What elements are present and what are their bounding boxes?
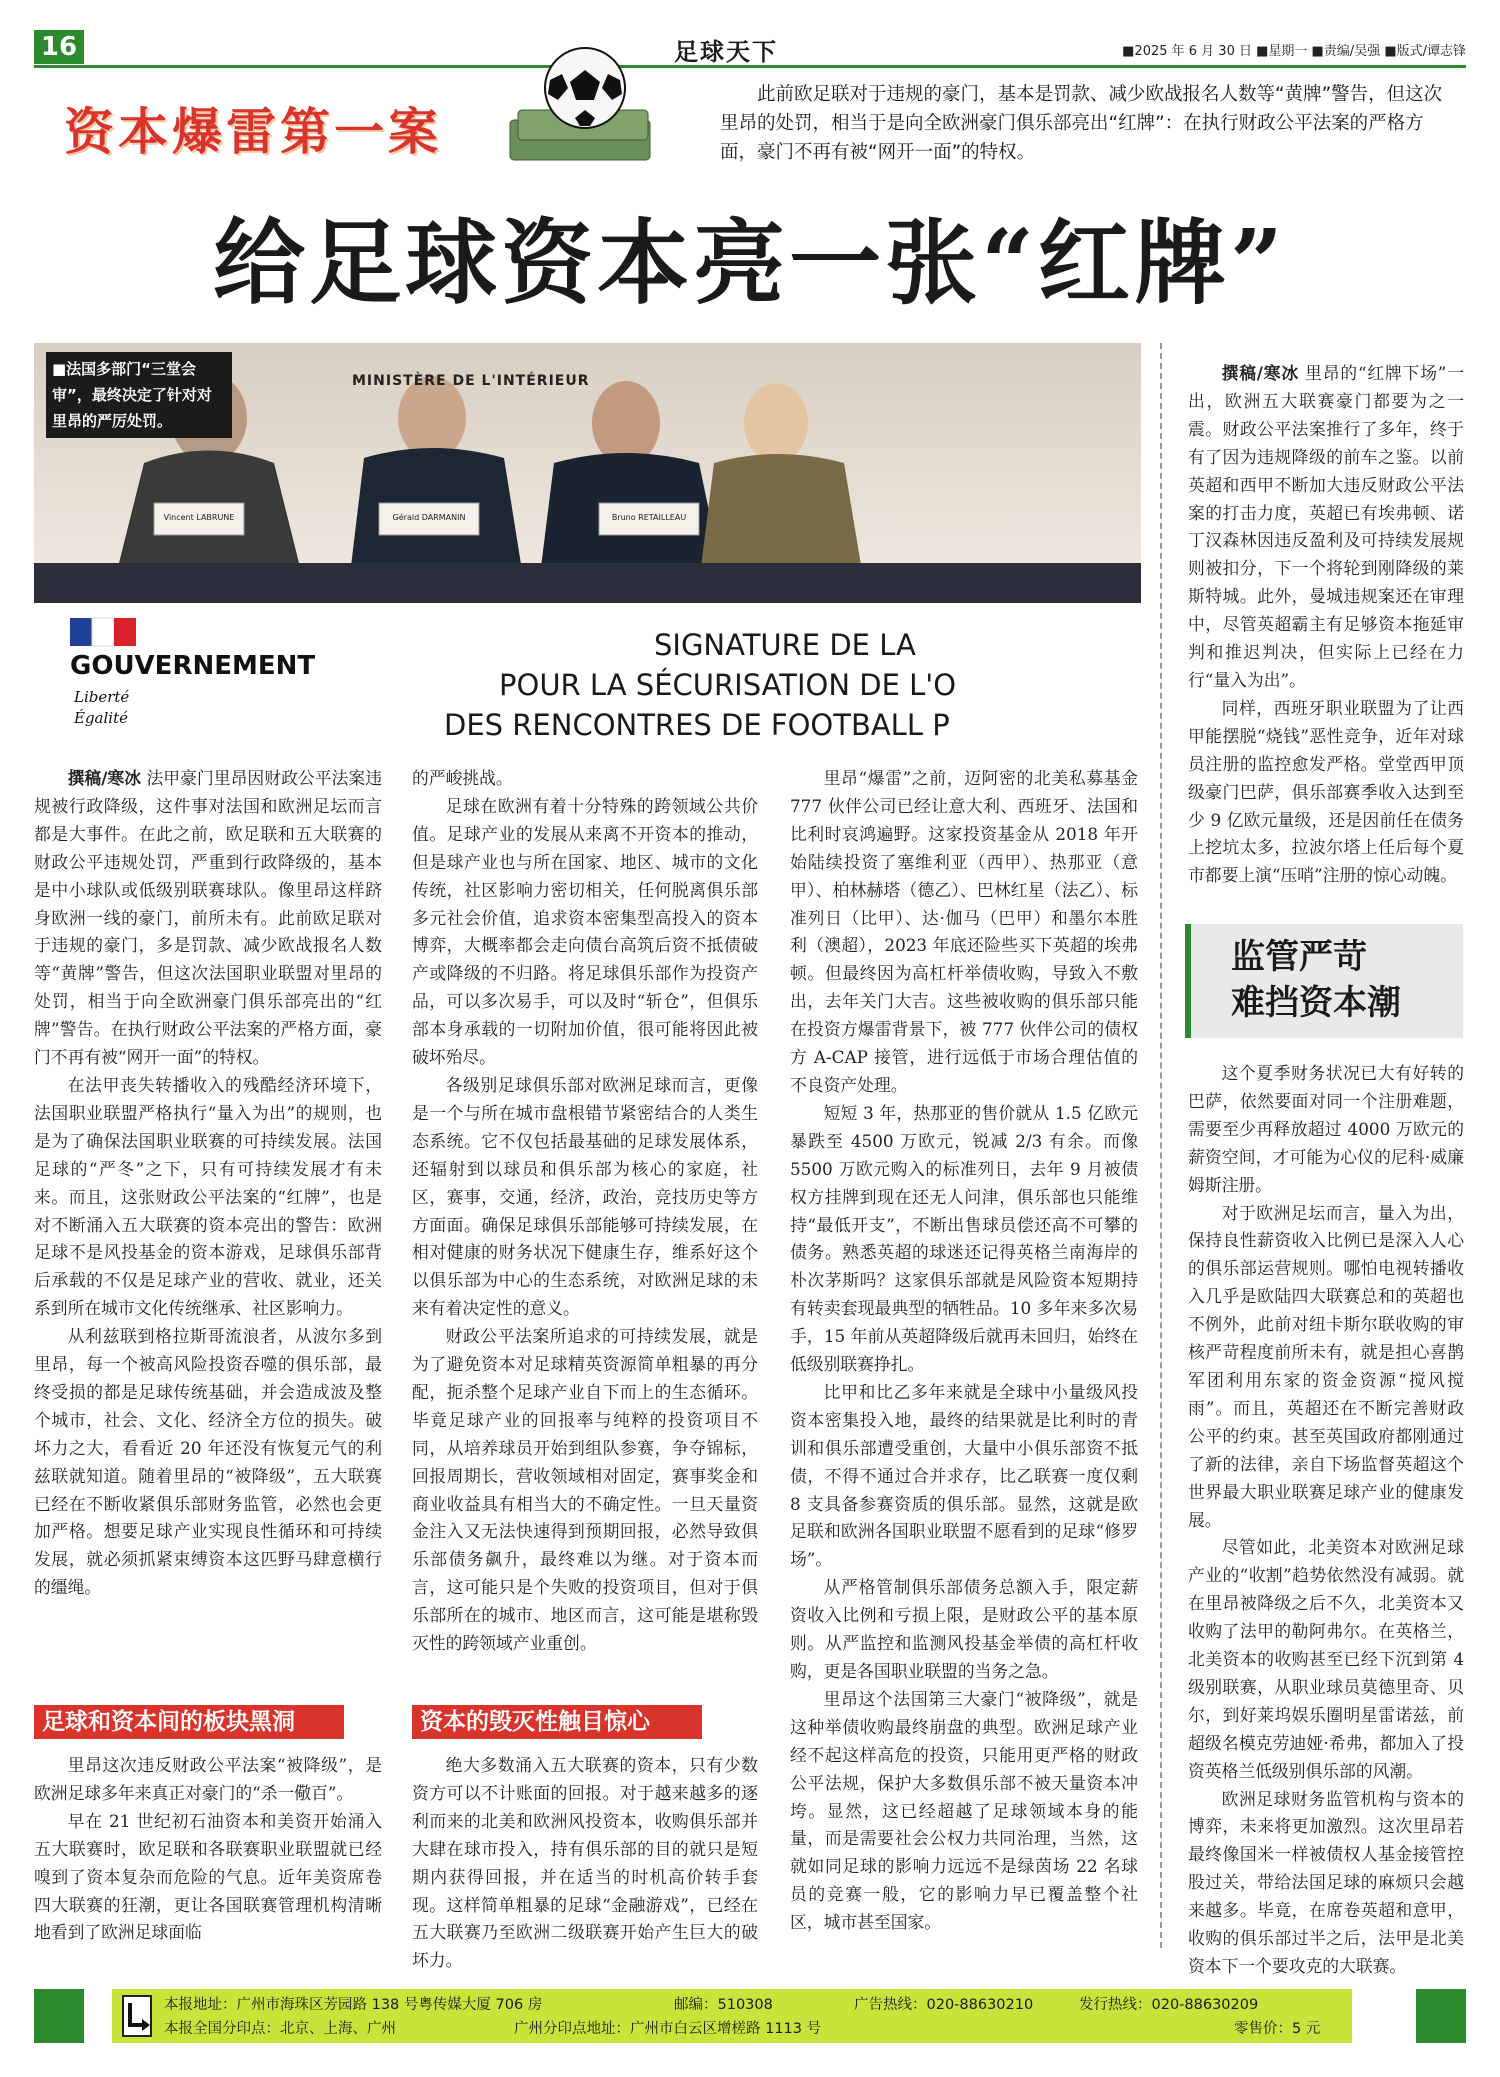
footer-price bbox=[1234, 2017, 1320, 2038]
nameplate-2: Gérald DARMANIN bbox=[392, 513, 466, 522]
col2-para-3: 财政公平法案所追求的可持续发展，就是为了避免资本对足球精英资源简单粗暴的再分配，扼杀整个足球产业自下而上的生态循环。毕竟足球产业的回报率与纯粹的投资项目不同，从培养球员开始到组队参赛，争夺锦标，回报周期长，营收领域相对固定，赛事奖金和商业收益具有相当大的不确定性。一旦天量资金注入又无法快速得到预期回报，必然导致俱乐部债务飙升，最终难以为继。对于资本而言，这可能只是个失败的投资项目，但对于俱乐部所在的城市、地区而言，这可能是堪称毁灭性的跨领域产业重创。 bbox=[412, 1326, 758, 1654]
sidebar-divider bbox=[1160, 343, 1162, 1948]
col1-text-1: 法甲豪门里昂因财政公平法案违规被行政降级，这件事对法国和欧洲足坛而言都是大事件。在此之前，欧足联和五大联赛的财政公平违规处罚，严重到行政降级的，基本是中小球队或低级别联赛球队。像里昂这样跻身欧洲一线的豪门，前所未有。此前欧足联对于违规的豪门，多是罚款、减少欧战报名人数等“黄牌”警告，但这次法国职业联盟对里昂的处罚，相当于向全欧洲豪门俱乐部亮出的“红牌”警告。在执行财政公平法案的严格方面，豪门不再有被“网开一面”的特权。 bbox=[34, 768, 382, 1068]
col3-para-1: 里昂“爆雷”之前，迈阿密的北美私募基金 777 伙伴公司已经让意大利、西班牙、法国和比利时哀鸿遍野。这家投资基金从 2018 年开始陆续投资了塞维利亚（西甲）、热那亚（意甲）、柏林赫塔（德乙）、巴林红星（法乙）、标准列日（比甲）、达·伽马（巴甲）和墨尔本胜利（澳超），2023 年底还险些买下英超的埃弗顿。但最终因为高杠杆举债收购，导致入不敷出，去年关门大吉。这些被收购的俱乐部只能在投资方爆雷背景下，被 777 伙伴公司的债权方 A-CAP 接管，进行远低于市场合理估值的不良资产处理。 bbox=[790, 768, 1138, 1095]
subhead-1: 足球和资本间的板块黑洞 bbox=[34, 1705, 344, 1739]
col4-para-2: 同样，西班牙职业联盟为了让西甲能摆脱“烧钱”恶性竞争，近年对球员注册的监控愈发严格。堂堂西甲顶级豪门巴萨，俱乐部赛季收入达到至少 9 亿欧元量级，还是因前任在债务上挖坑太多，拉波尔塔上任后每个夏市都要上演“压哨”注册的惊心动魄。 bbox=[1188, 697, 1464, 886]
column-1b bbox=[34, 1752, 382, 1947]
subhead-2: 资本的毁灭性触目惊心 bbox=[412, 1705, 702, 1739]
footer-postcode bbox=[674, 1993, 773, 2014]
col4-para-6: 欧洲足球财务监管机构与资本的博弈，未来将更加激烈。这次里昂若最终像国米一样被债权人基金接管控股过关，带给法国足球的麻烦只会越来越多。毕竟，在席卷英超和意甲，收购的俱乐部过半之后，法甲是北美资本下一个要攻克的大联赛。 bbox=[1188, 1788, 1464, 1976]
col2-para-0: 的严峻挑战。 bbox=[412, 768, 513, 788]
footer-ad-hotline bbox=[854, 1993, 1033, 2014]
sidebar-subhead-line-2: 难挡资本潮 bbox=[1231, 983, 1401, 1023]
footer-gz-address bbox=[514, 2017, 821, 2038]
banner-line-2: POUR LA SÉCURISATION DE L'O bbox=[499, 668, 957, 702]
ministry-sign: MINISTÈRE DE L'INTÉRIEUR bbox=[352, 373, 590, 389]
col1-para-1 bbox=[34, 765, 382, 1072]
banner-line-3: DES RENCONTRES DE FOOTBALL P bbox=[444, 708, 950, 742]
nameplate-3: Bruno RETAILLEAU bbox=[611, 513, 687, 522]
nameplate-1: Vincent LABRUNE bbox=[163, 513, 235, 522]
ad-hotline: 020-88630210 bbox=[926, 1997, 1034, 2013]
col3-para-4: 从严格管制俱乐部债务总额入手，限定薪资收入比例和亏损上限，是财政公平的基本原则。从严监控和监测风投基金举债的高杠杆收购，更是各国职业联盟的当务之急。 bbox=[790, 1577, 1138, 1681]
gz-address: 广州市白云区增槎路 1113 号 bbox=[630, 2021, 822, 2037]
print-sites: 北京、上海、广州 bbox=[280, 2021, 396, 2037]
col2-para-1: 足球在欧洲有着十分特殊的跨领域公共价值。足球产业的发展从来离不开资本的推动，但是球产业也与所在国家、地区、城市的文化传统，社区影响力密切相关，任何脱离俱乐部多元社会价值，追求资本密集型高投入的资本博弈，大概率都会走向债台高筑后资不抵债破产或降级的不归路。将足球俱乐部作为投资产品，可以多次易手，可以及时“斩仓”，但俱乐部本身承载的一切附加价值，很可能将因此被破坏殆尽。 bbox=[412, 795, 758, 1068]
col3-para-2: 短短 3 年，热那亚的售价就从 1.5 亿欧元暴跌至 4500 万欧元，锐减 2/3 有余。而像 5500 万欧元购入的标准列日，去年 9 月被债权方挂牌到现在还无人问津，俱乐部也只能维持“最低开支”，不断出售球员偿还高不可攀的债务。熟悉英超的球迷还记得英格兰南海岸的朴次茅斯吗？这家俱乐部就是风险资本短期持有转卖套现最典型的牺牲品。10 多年来多次易手，15 年前从英超降级后就再未回归，始终在低级别联赛挣扎。 bbox=[790, 1102, 1138, 1375]
col1-para-5: 早在 21 世纪初石油资本和美资开始涌入五大联赛时，欧足联和各联赛职业联盟就已经嗅到了资本复杂而危险的气息。近年美资席卷四大联赛的狂潮，更让各国联赛管理机构清晰地看到了欧洲足球面临 bbox=[34, 1810, 382, 1943]
column-1 bbox=[34, 765, 382, 1602]
column-3 bbox=[790, 765, 1138, 1937]
page-footer bbox=[34, 1981, 1466, 2043]
col4-para-5: 尽管如此，北美资本对欧洲足球产业的“收割”趋势依然没有减弱。就在里昂被降级之后不久，北美资本又收购了法甲的勒阿弗尔。在英格兰，北美资本的收购甚至已经下沉到第 4 级别联赛，从职业球员莫德里奇、贝尔，到好莱坞娱乐圈明星雷诺兹，前超级名模克劳迪娅·希弗，都加入了投资英格兰低级别俱乐部的风潮。 bbox=[1188, 1537, 1464, 1781]
col4-para-1 bbox=[1188, 360, 1464, 695]
photo-caption: ■法国多部门“三堂会审”，最终决定了针对对里昂的严厉处罚。 bbox=[46, 352, 232, 438]
column-4 bbox=[1188, 360, 1464, 890]
column-2b bbox=[412, 1752, 758, 1975]
col4-para-3: 这个夏季财务状况已大有好转的巴萨，依然要面对同一个注册难题，需要至少再释放超过 4000 万欧元的薪资空间，才可能为心仪的尼科·威廉姆斯注册。 bbox=[1188, 1063, 1464, 1195]
sidebar-subhead-line-1: 监管严苛 bbox=[1231, 937, 1367, 977]
col4-para-4: 对于欧洲足坛而言，量入为出，保持良性薪资收入比例已是深入人心的俱乐部运营规则。哪怕电视转播收入几乎是欧陆四大联赛总和的英超也不例外，此前对纽卡斯尔联收购的审核严苛程度前所未有，就是担心喜鹊军团利用东家的资金资源“搅风搅雨”。而且，英超还在不断完善财政公平的约束。甚至英国政府都刚通过了新的法律，亲自下场监督英超这个世界最大职业联赛足球产业的健康发展。 bbox=[1188, 1202, 1464, 1530]
byline-2: 撰稿/寒冰 bbox=[1221, 363, 1299, 383]
phone-icon bbox=[122, 1995, 152, 2037]
gov-label: GOUVERNEMENT bbox=[70, 651, 316, 681]
lead-paragraph: 此前欧足联对于违规的豪门，基本是罚款、减少欧战报名人数等“黄牌”警告，但这次里昂的处罚，相当于是向全欧洲豪门俱乐部亮出“红牌”：在执行财政公平法案的严格方面，豪门不再有被“网开一面”的特权。 bbox=[720, 84, 1443, 163]
col2-para-2: 各级别足球俱乐部对欧洲足球而言，更像是一个与所在城市盘根错节紧密结合的人类生态系统。它不仅包括最基础的足球发展体系，还辐射到以球员和俱乐部为核心的家庭，社区，赛事，交通，经济，政治，竞技历史等方方面面。确保足球俱乐部能够可持续发展，在相对健康的财务状况下健康生存，维系好这个以俱乐部为中心的生态系统，对欧洲足球的未来有着决定性的意义。 bbox=[412, 1074, 758, 1319]
address: 广州市海珠区芳园路 138 号粤传媒大厦 706 房 bbox=[236, 1997, 543, 2013]
gov-motto-2: Égalité bbox=[74, 709, 128, 727]
dist-hotline-label: 发行热线： bbox=[1079, 1997, 1152, 2013]
ad-hotline-label: 广告热线： bbox=[854, 1997, 927, 2013]
col1-para-2: 在法甲丧失转播收入的残酷经济环境下，法国职业联盟严格执行“量入为出”的规则，也是为了确保法国职业联赛的可持续发展。法国足球的“严冬”之下，只有可持续发展才有未来。而且，这张财政公平法案的“红牌”，也是对不断涌入五大联赛的资本亮出的警告：欧洲足球不是风投基金的资本游戏，足球俱乐部背后承载的不仅是足球产业的营收、就业，还关系到所在城市文化传统继承、社区影响力。 bbox=[34, 1074, 382, 1319]
postcode: 510308 bbox=[717, 1997, 773, 2013]
footer-dist-hotline bbox=[1079, 1993, 1258, 2014]
postcode-label: 邮编： bbox=[674, 1997, 718, 2013]
banner-line-1: SIGNATURE DE LA bbox=[654, 628, 916, 662]
football-money-icon bbox=[490, 40, 660, 170]
page-header bbox=[34, 30, 1466, 68]
col4-text-1: 里昂的“红牌下场”一出，欧洲五大联赛豪门都要为之一震。财政公平法案推行了多年，终于有了因为违规降级的前车之鉴。以前英超和西甲不断加大违反财政公平法案的打击力度，英超已有埃弗顿、诺丁汉森林因违反盈利及可持续发展规则被扣分，下一个将轮到刚降级的莱斯特城。此外，曼城违规案还在审理中，尽管英超霸主有足够资本拖延审判和推迟判决，但实际上已经在力行“量入为出”。 bbox=[1188, 363, 1464, 690]
col3-para-3: 比甲和比乙多年来就是全球中小量级风投资本密集投入地，最终的结果就是比利时的青训和俱乐部遭受重创，大量中小俱乐部资不抵债，不得不通过合并求存，比乙联赛一度仅剩 8 支具备参赛资质的俱乐部。显然，这就是欧足联和欧洲各国职业联盟不愿看到的足球“修罗场”。 bbox=[790, 1381, 1138, 1570]
section-title: 足球天下 bbox=[674, 38, 778, 66]
gov-motto-1: Liberté bbox=[74, 688, 130, 706]
col1-para-4: 里昂这次违反财政公平法案“被降级”，是欧洲足球多年来真正对豪门的“杀一儆百”。 bbox=[34, 1755, 382, 1803]
price-label: 零售价： bbox=[1234, 2021, 1292, 2037]
header-meta: ■2025 年 6 月 30 日 ■星期一 ■责编/吴强 ■版式/谭志锋 bbox=[1122, 44, 1466, 59]
print-label: 本报全国分印点： bbox=[164, 2021, 280, 2037]
byline: 撰稿/寒冰 bbox=[67, 768, 142, 788]
dist-hotline: 020-88630209 bbox=[1151, 1997, 1259, 2013]
footer-green-block-right bbox=[1416, 1989, 1466, 2043]
footer-line-1 bbox=[164, 1993, 542, 2014]
col1-para-3: 从利兹联到格拉斯哥流浪者，从波尔多到里昂，每一个被高风险投资吞噬的俱乐部，最终受损的都是足球传统基础，并会造成波及整个城市，社会、文化、经济全方位的损失。破坏力之大，看看近 20 年还没有恢复元气的利兹联就知道。随着里昂的“被降级”，五大联赛已经在不断收紧俱乐部财务监管，必然也会更加严格。想要足球产业实现良性循环和可持续发展，就必须抓紧束缚资本这匹野马肆意横行的缰绳。 bbox=[34, 1326, 382, 1598]
col2-para-4: 绝大多数涌入五大联赛的资本，只有少数资方可以不计账面的回报。对于越来越多的逐利而来的北美和欧洲风投资本，收购俱乐部并大肆在球市投入，持有俱乐部的目的就只是短期内获得回报，并在适当的时机高价转手套现。这样简单粗暴的足球“金融游戏”，已经在五大联赛乃至欧洲二级联赛开始产生巨大的破坏力。 bbox=[412, 1755, 758, 1971]
address-label: 本报地址： bbox=[164, 1997, 237, 2013]
column-4b bbox=[1188, 1060, 1464, 1981]
page-number: 16 bbox=[34, 30, 84, 64]
kicker-title: 资本爆雷第一案 bbox=[64, 103, 442, 161]
gz-label: 广州分印点地址： bbox=[514, 2021, 630, 2037]
column-2 bbox=[412, 765, 758, 1658]
footer-green-block-left bbox=[34, 1989, 84, 2043]
price: 5 元 bbox=[1292, 2021, 1321, 2037]
col3-para-5: 里昂这个法国第三大豪门“被降级”，就是这种举债收购最终崩盘的典型。欧洲足球产业经不起这样高危的投资，只能用更严格的财政公平法规，保护大多数俱乐部不被天量资本冲垮。显然，这已经超越了足球领域本身的能量，而是需要社会公权力共同治理，当然，这就如同足球的影响力远远不是绿茵场 22 名球员的竞赛一般，它的影响力早已覆盖整个社区，城市甚至国家。 bbox=[790, 1688, 1138, 1933]
sidebar-subhead bbox=[1185, 924, 1463, 1038]
footer-line-2 bbox=[164, 2017, 396, 2038]
headline: 给足球资本亮一张“红牌” bbox=[213, 209, 1287, 317]
